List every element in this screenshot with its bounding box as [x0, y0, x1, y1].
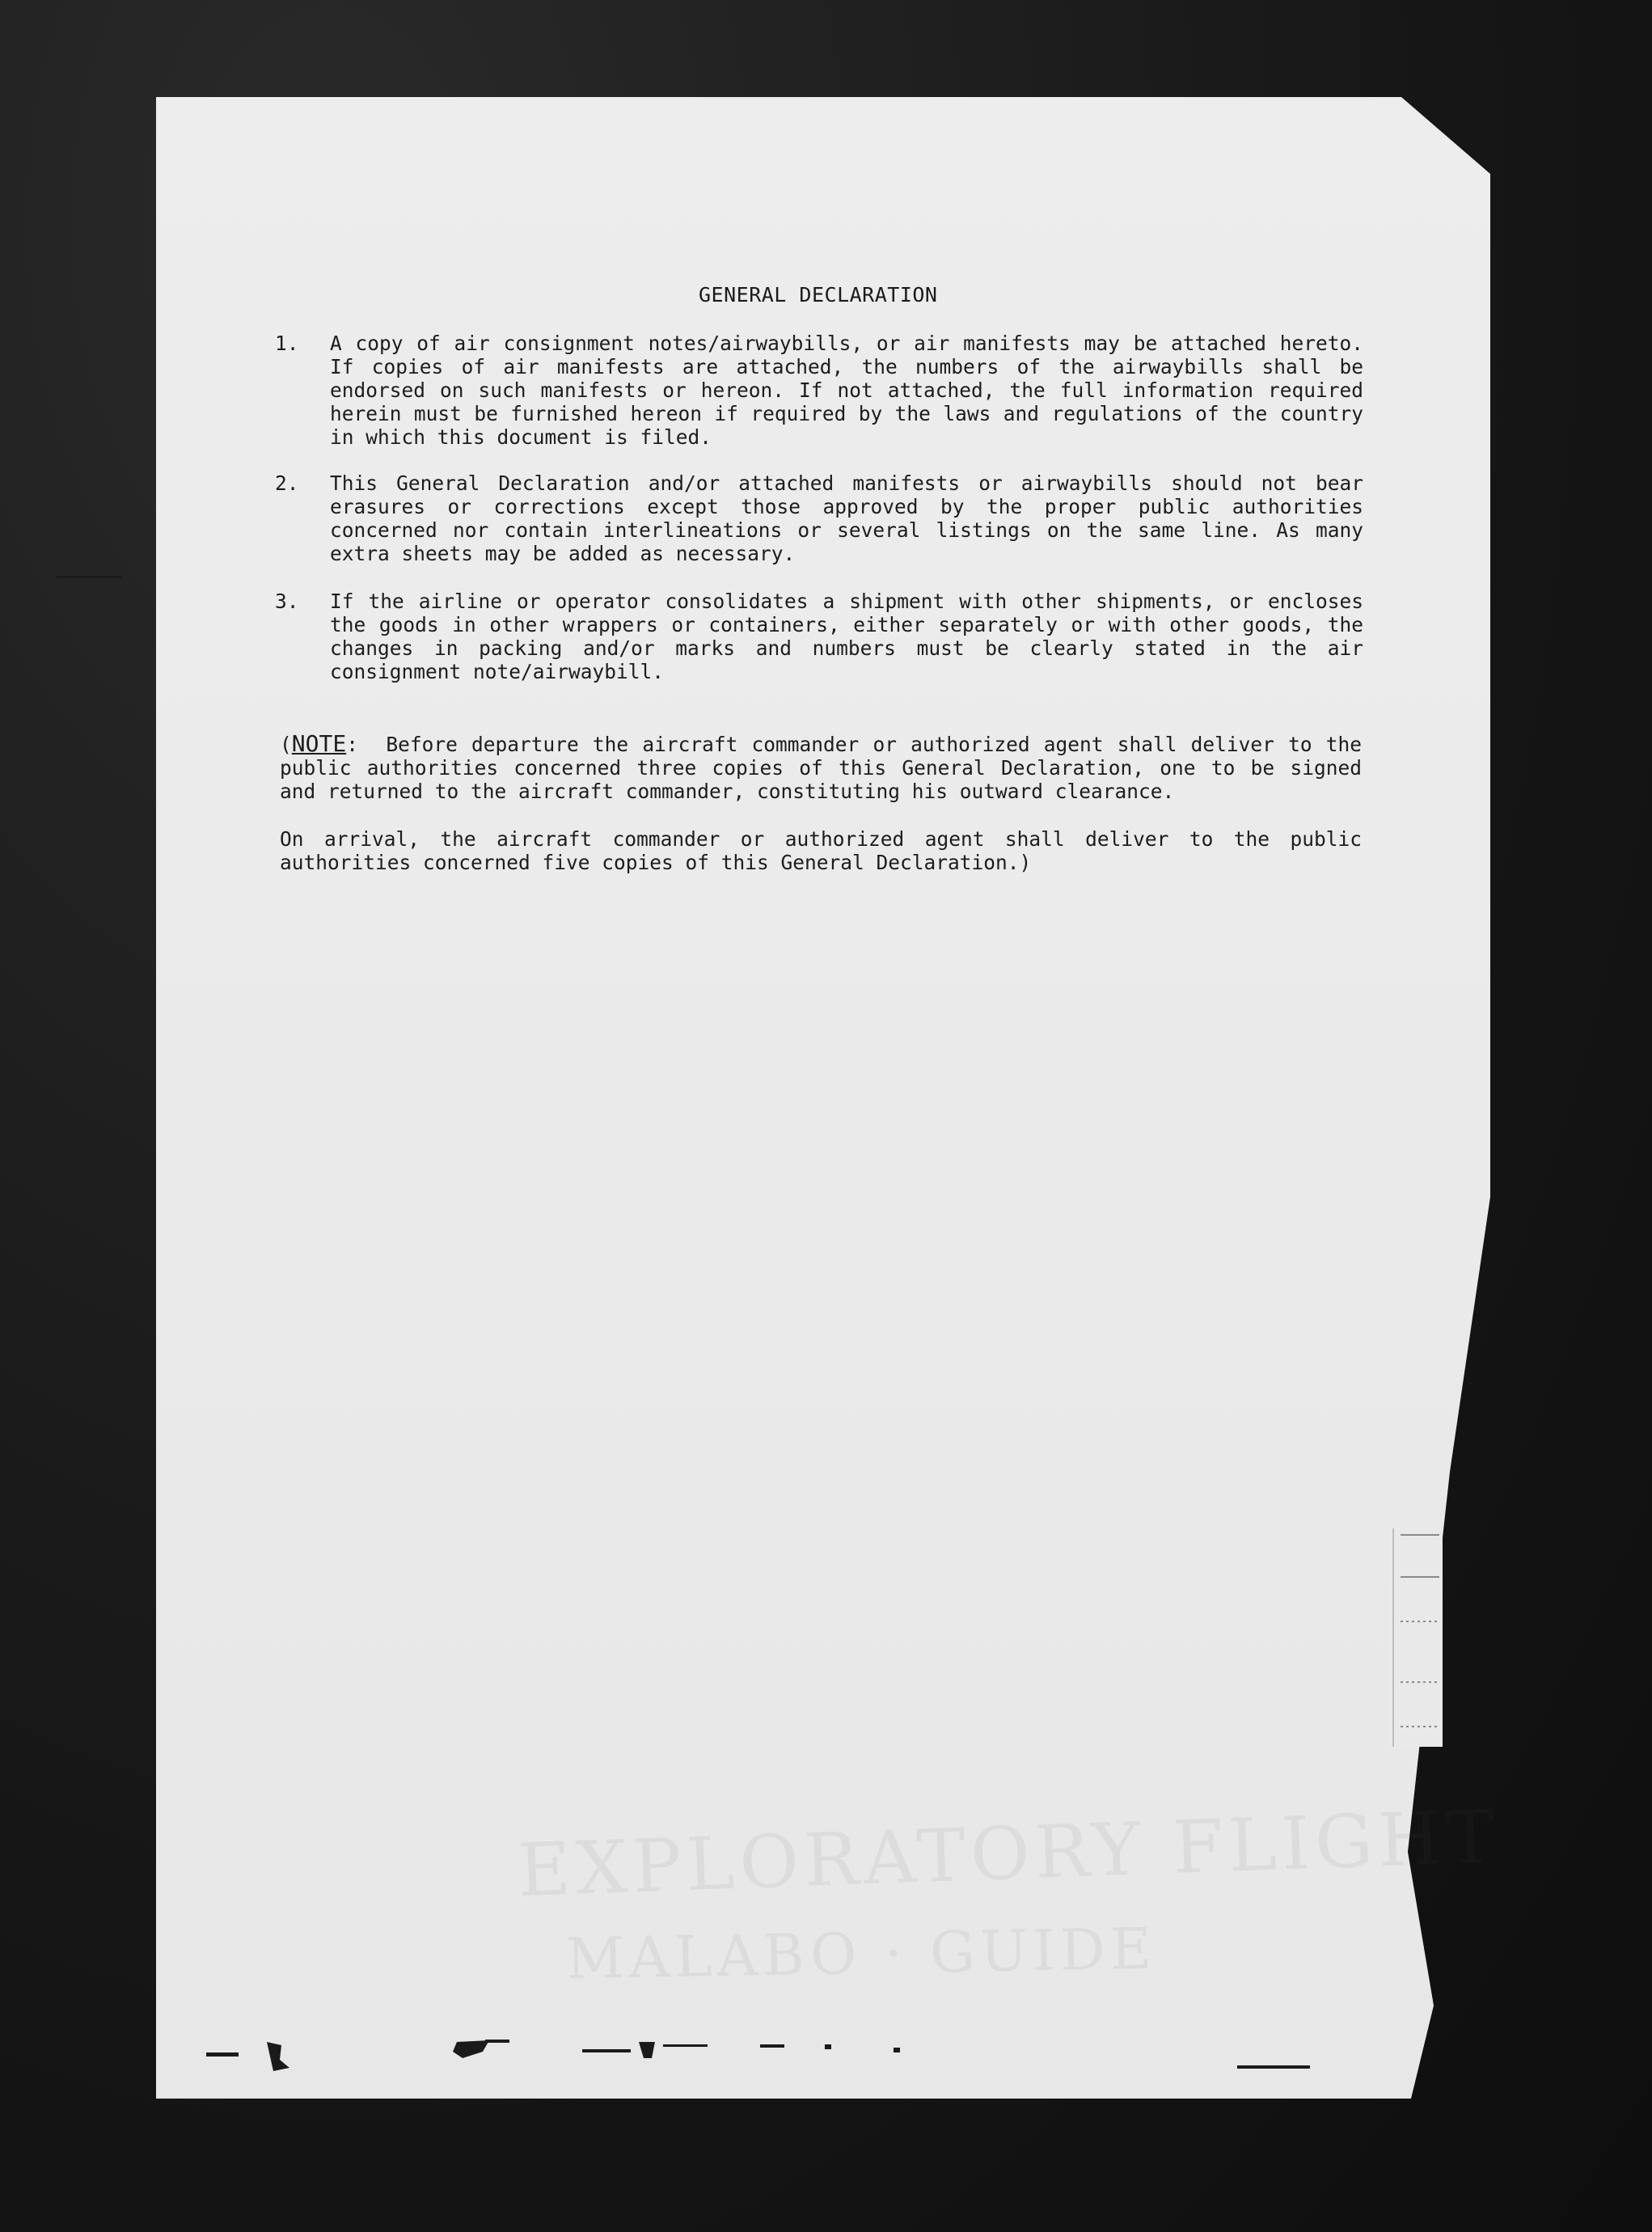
arrival-note: On arrival, the aircraft commander or authorized agent shall deliver to the public authorities concerned five copies of this General Declaration.): [280, 827, 1362, 874]
attached-slip-edge: [1392, 1528, 1443, 1747]
departure-note: [280, 732, 1362, 803]
item-text: This General Declaration and/or attached manifests or airwaybills should not bear erasures or corrections except those approved by the proper public authorities concerned nor contain interlineations or several listings on the same line. As many extra sheets may be added as necessary.: [330, 471, 1363, 565]
document-title: GENERAL DECLARATION: [699, 283, 938, 306]
item-number: 2.: [275, 471, 299, 495]
note-open-paren: (: [280, 733, 292, 756]
note-text: Before departure the aircraft commander or authorized agent shall deliver to the public authorities concerned three copies of this General Declaration, one to be signed and returned to the aircraft commander, constituting his outward clearance.: [280, 733, 1362, 803]
item-number: 1.: [275, 332, 299, 355]
item-text: A copy of air consignment notes/airwaybills, or air manifests may be attached hereto. If copies of air manifests are attached, the numbers of the airwaybills shall be endorsed on such manifests or hereon. If not attached, the full information required herein must be furnished hereon if required by the laws and regulations of the country in which this document is filed.: [330, 332, 1363, 449]
item-text: If the airline or operator consolidates a shipment with other shipments, or encloses the goods in other wrappers or containers, either separately or with other goods, the changes in packing and/or marks and numbers must be clearly stated in the air consignment note/airwaybill.: [330, 590, 1363, 683]
note-label: [280, 730, 358, 757]
note-label-text: NOTE: [291, 730, 347, 757]
item-number: 3.: [275, 590, 299, 613]
note-colon: :: [346, 733, 358, 756]
